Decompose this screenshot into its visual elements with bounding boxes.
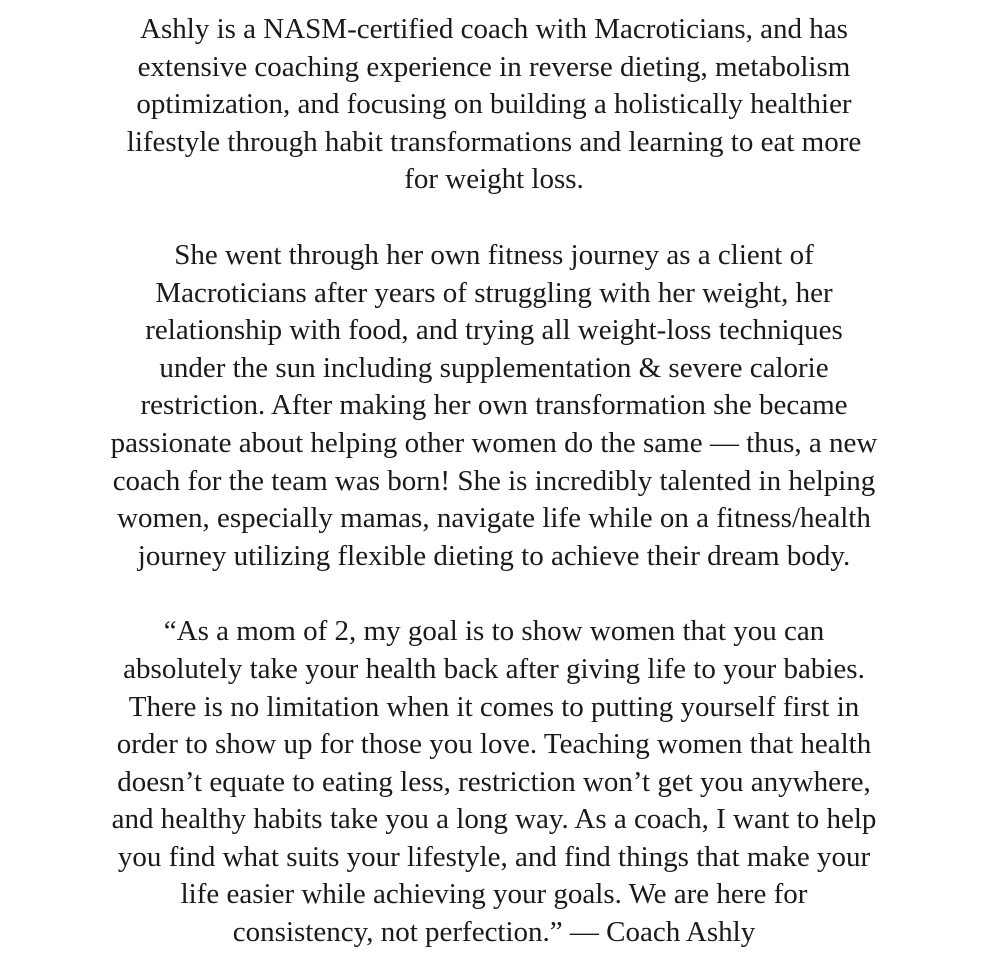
text-line: order to show up for those you love. Teaching women that health [116, 728, 872, 761]
text-line: “As a mom of 2, my goal is to show women that you can [163, 615, 825, 648]
text-line: There is no limitation when it comes to putting yourself first in [128, 690, 860, 723]
text-line: for weight loss. [404, 163, 584, 196]
bio-paragraph-journey [0, 237, 988, 575]
text-line: journey utilizing flexible dieting to achieve their dream body. [137, 539, 851, 572]
bio-paragraph-quote [0, 613, 988, 951]
text-line: life easier while achieving your goals. We are here for [180, 878, 808, 911]
text-line: coach for the team was born! She is incredibly talented in helping [112, 464, 876, 497]
text-line: under the sun including supplementation & severe calorie [159, 351, 829, 384]
text-line: Macroticians after years of struggling with her weight, her [155, 276, 833, 309]
text-line: Ashly is a NASM-certified coach with Macroticians, and has [140, 13, 848, 45]
text-line: women, especially mamas, navigate life while on a fitness/health [117, 502, 871, 535]
text-line: optimization, and focusing on building a holistically healthier [136, 88, 852, 121]
bio-paragraph-intro [0, 11, 988, 199]
text-line: consistency, not perfection.” — Coach Ashly [232, 916, 756, 949]
text-line: absolutely take your health back after giving life to your babies. [123, 652, 865, 685]
text-line: extensive coaching experience in reverse dieting, metabolism [137, 50, 851, 83]
text-line: relationship with food, and trying all weight-loss techniques [145, 314, 843, 347]
text-line: restriction. After making her own transformation she became [140, 389, 848, 422]
text-line: lifestyle through habit transformations and learning to eat more [126, 125, 862, 158]
text-line: and healthy habits take you a long way. As a coach, I want to help [111, 803, 877, 836]
text-line: She went through her own fitness journey as a client of [174, 238, 814, 271]
text-line: you find what suits your lifestyle, and find things that make your [117, 840, 871, 873]
text-line: passionate about helping other women do the same — thus, a new [110, 426, 878, 459]
text-line: doesn’t equate to eating less, restriction won’t get you anywhere, [117, 765, 871, 798]
